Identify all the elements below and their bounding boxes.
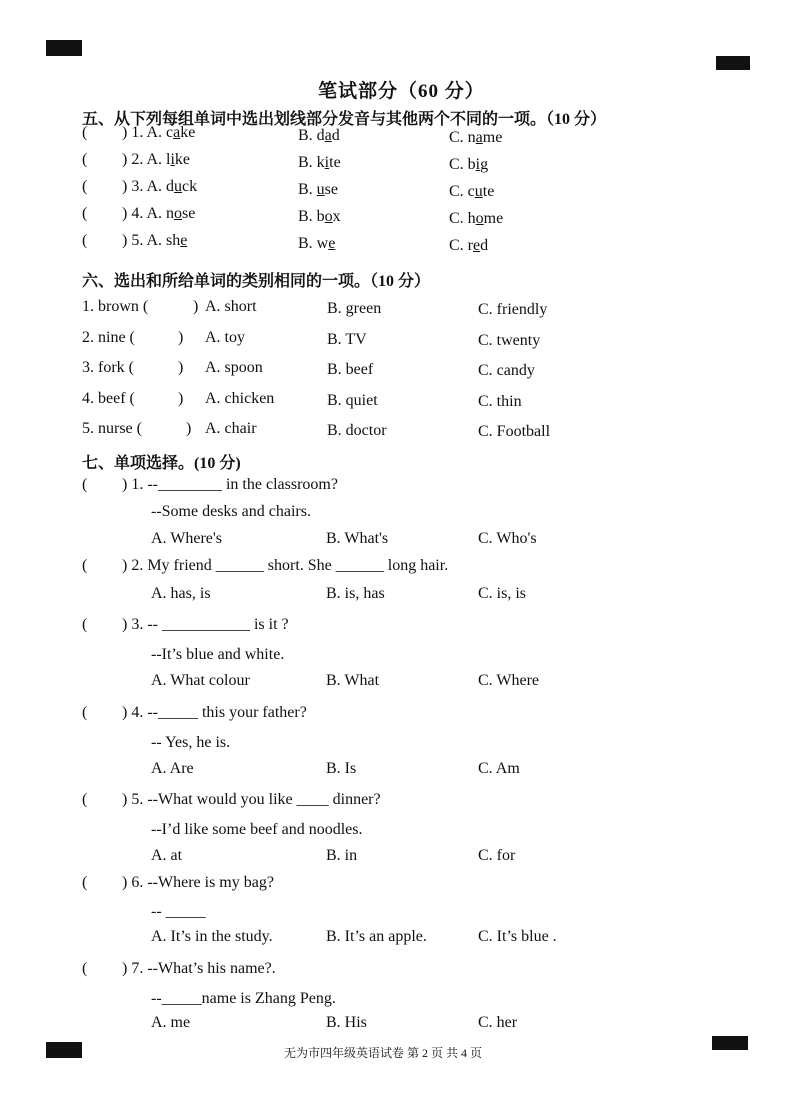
option-a: A. me xyxy=(151,1014,191,1031)
option-c: C. Where xyxy=(478,672,540,689)
option-b: B. doctor xyxy=(327,422,387,439)
word-part: C. r xyxy=(449,237,473,254)
underlined-letter: u xyxy=(174,178,182,195)
question-text: ) 5. --What would you like ____ dinner? xyxy=(122,791,381,808)
option-b: B. What's xyxy=(326,530,389,547)
answer-paren-open[interactable]: ( xyxy=(82,232,88,249)
answer-paren-close[interactable]: ) xyxy=(178,328,184,346)
underlined-letter: e xyxy=(473,237,481,254)
word-part: te xyxy=(482,183,495,200)
section5-heading: 五、从下列每组单词中选出划线部分发音与其他两个不同的一项。（10 分） xyxy=(82,111,607,128)
word-part: B. d xyxy=(298,127,325,144)
word-part: ke xyxy=(174,151,191,168)
question-text: ) 2. My friend ______ short. She ______ long hair. xyxy=(122,557,449,574)
option-b xyxy=(298,181,338,199)
option-a: A. It’s in the study. xyxy=(151,928,273,945)
answer-paren-open[interactable]: ( xyxy=(82,151,88,168)
word-part: B. k xyxy=(298,154,325,171)
option-a: A. short xyxy=(205,298,257,315)
word-part: C. b xyxy=(449,156,476,173)
underlined-letter: u xyxy=(474,183,483,200)
response-text: -- _____ xyxy=(151,903,206,920)
option-b: B. beef xyxy=(327,361,374,378)
option-a: A. spoon xyxy=(205,359,263,376)
option-a xyxy=(122,205,195,223)
option-b: B. His xyxy=(326,1014,367,1031)
option-a: A. What colour xyxy=(151,672,250,689)
word-part: ) 5. A. sh xyxy=(122,232,181,249)
option-a xyxy=(122,151,190,169)
option-a xyxy=(122,124,195,142)
option-c: C. candy xyxy=(478,362,535,379)
word-part: me xyxy=(482,129,503,146)
option-b xyxy=(298,235,335,253)
option-c: C. Football xyxy=(478,423,551,440)
option-b xyxy=(298,154,341,172)
option-b: B. is, has xyxy=(326,585,385,602)
option-a xyxy=(122,232,187,250)
option-c: C. friendly xyxy=(478,301,548,318)
word-part: ) 3. A. d xyxy=(122,178,174,195)
option-c: C. is, is xyxy=(478,585,527,602)
word-part: ) 1. A. c xyxy=(122,124,174,141)
option-b xyxy=(298,208,341,226)
option-a: A. chicken xyxy=(205,389,275,407)
option-b: B. It’s an apple. xyxy=(326,928,427,945)
word-part: se xyxy=(182,205,196,222)
answer-paren-close[interactable]: ) xyxy=(186,420,192,437)
answer-paren-open[interactable]: ( xyxy=(82,704,88,721)
underlined-letter: u xyxy=(316,181,325,198)
word-part: ) 4. A. n xyxy=(122,205,174,222)
underlined-letter: i xyxy=(475,156,481,173)
option-c: C. thin xyxy=(478,392,522,410)
answer-paren-open[interactable]: ( xyxy=(82,476,88,493)
underlined-letter: a xyxy=(173,124,181,141)
section7-heading: 七、单项选择。(10 分) xyxy=(82,455,241,472)
question-word: 1. brown ( xyxy=(82,298,149,315)
option-a: A. toy xyxy=(205,328,245,346)
page-title: 笔试部分（60 分） xyxy=(318,81,485,102)
answer-paren-close[interactable]: ) xyxy=(178,359,184,376)
option-c: C. her xyxy=(478,1014,518,1031)
option-c xyxy=(449,237,488,255)
option-b: B. TV xyxy=(327,330,367,348)
word-part: ck xyxy=(182,178,198,195)
page-footer: 无为市四年级英语试卷 第 2 页 共 4 页 xyxy=(284,1046,483,1060)
option-a: A. Are xyxy=(151,760,194,777)
question-word: 5. nurse ( xyxy=(82,420,142,437)
option-c: C. Am xyxy=(478,760,520,777)
option-a xyxy=(122,178,197,196)
question-word: 2. nine ( xyxy=(82,328,135,346)
underlined-letter: a xyxy=(475,129,483,146)
registration-mark-top-right xyxy=(716,56,750,70)
question-text: ) 7. --What’s his name?. xyxy=(122,960,276,977)
word-part: x xyxy=(332,208,341,225)
option-b: B. in xyxy=(326,847,358,864)
registration-mark-bottom-right xyxy=(712,1036,748,1050)
option-a: A. at xyxy=(151,847,183,864)
response-text: -- Yes, he is. xyxy=(151,734,231,751)
word-part: C. c xyxy=(449,183,475,200)
option-b: B. What xyxy=(326,672,380,689)
registration-mark-bottom-left xyxy=(46,1042,82,1058)
word-part: B. xyxy=(298,181,317,198)
word-part: C. h xyxy=(449,210,476,227)
option-a: A. Where's xyxy=(151,530,223,547)
answer-paren-close[interactable]: ) xyxy=(193,298,199,315)
answer-paren-open[interactable]: ( xyxy=(82,874,88,891)
option-c: C. twenty xyxy=(478,331,541,349)
word-part: te xyxy=(329,154,341,171)
word-part: se xyxy=(324,181,338,198)
underlined-letter: a xyxy=(324,127,332,144)
answer-paren-open[interactable]: ( xyxy=(82,557,88,574)
response-text: --Some desks and chairs. xyxy=(151,503,311,520)
word-part: d xyxy=(331,127,340,144)
underlined-letter: o xyxy=(174,205,182,222)
answer-paren-close[interactable]: ) xyxy=(178,389,184,407)
question-text: ) 4. --_____ this your father? xyxy=(122,704,307,721)
option-c xyxy=(449,210,503,228)
option-b xyxy=(298,127,340,145)
word-part: B. w xyxy=(298,235,329,252)
answer-paren-open[interactable]: ( xyxy=(82,960,88,977)
underlined-letter: o xyxy=(324,208,333,225)
option-c xyxy=(449,129,502,147)
answer-paren-open[interactable]: ( xyxy=(82,124,88,141)
response-text: --It’s blue and white. xyxy=(151,646,285,663)
word-part: d xyxy=(480,237,489,254)
option-a: A. has, is xyxy=(151,585,211,602)
question-text: ) 3. -- ___________ is it ? xyxy=(122,616,289,633)
question-text: ) 1. --________ in the classroom? xyxy=(122,476,338,493)
option-c xyxy=(449,156,488,174)
underlined-letter: i xyxy=(170,151,175,168)
underlined-letter: e xyxy=(328,235,336,252)
underlined-letter: e xyxy=(180,232,188,249)
word-part: ke xyxy=(180,124,196,141)
word-part: me xyxy=(483,210,504,227)
option-b: B. quiet xyxy=(327,391,378,409)
response-text: --_____name is Zhang Peng. xyxy=(151,990,336,1007)
underlined-letter: i xyxy=(324,154,330,171)
word-part: B. b xyxy=(298,208,325,225)
word-part: g xyxy=(480,156,489,173)
option-c: C. Who's xyxy=(478,530,537,547)
question-text: ) 6. --Where is my bag? xyxy=(122,874,274,891)
option-c: C. for xyxy=(478,847,516,864)
option-c xyxy=(449,183,494,201)
answer-paren-open[interactable]: ( xyxy=(82,616,88,633)
answer-paren-open[interactable]: ( xyxy=(82,791,88,808)
option-c: C. It’s blue . xyxy=(478,928,557,945)
question-word: 3. fork ( xyxy=(82,359,134,376)
word-part: C. n xyxy=(449,129,476,146)
response-text: --I’d like some beef and noodles. xyxy=(151,821,363,838)
word-part: ) 2. A. l xyxy=(122,151,171,168)
option-a: A. chair xyxy=(205,420,257,437)
question-word: 4. beef ( xyxy=(82,389,135,407)
answer-paren-open[interactable]: ( xyxy=(82,205,88,222)
registration-mark-top-left xyxy=(46,40,82,56)
option-b: B. Is xyxy=(326,760,357,777)
section6-heading: 六、选出和所给单词的类别相同的一项。（10 分） xyxy=(82,273,431,290)
option-b: B. green xyxy=(327,300,382,317)
answer-paren-open[interactable]: ( xyxy=(82,178,88,195)
underlined-letter: o xyxy=(475,210,484,227)
